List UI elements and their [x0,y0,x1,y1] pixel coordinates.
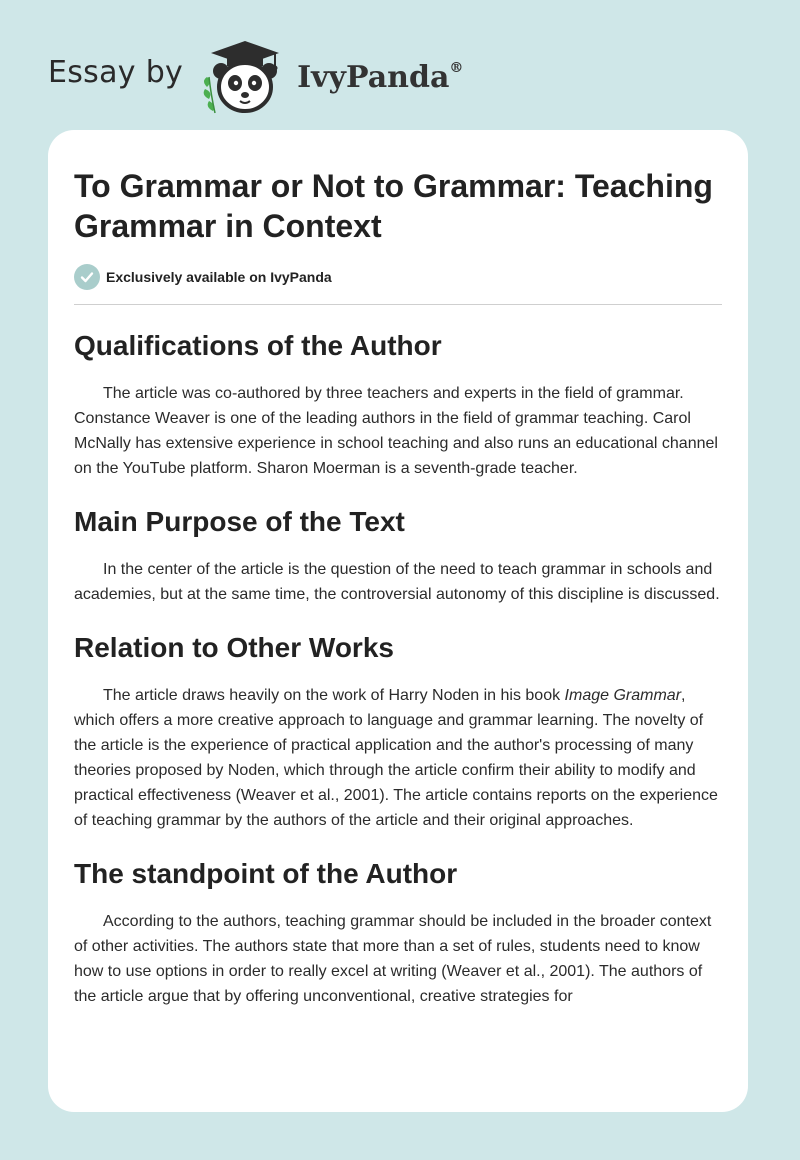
section-heading-relation: Relation to Other Works [74,632,394,663]
section-heading-qualifications: Qualifications of the Author [74,330,442,361]
brand-name[interactable] [297,60,463,95]
exclusive-label: Exclusively available on IvyPanda [106,269,332,285]
page-title: To Grammar or Not to Grammar: Teaching Grammar in Context [74,168,713,244]
section-heading-standpoint: The standpoint of the Author [74,858,458,889]
essay-card [48,130,748,1112]
paragraph-text: The article draws heavily on the work of Harry Noden in his book [103,687,565,704]
registered-mark: ® [449,59,464,76]
divider [74,304,722,305]
section-heading-purpose: Main Purpose of the Text [74,506,405,537]
book-title: Image Grammar [564,687,682,704]
site-header [48,36,508,116]
section-paragraph-purpose: In the center of the article is the question of the need to teach grammar in schools and academies, but at the same time, the controversial autonomy of this discipline is discussed. [74,561,720,603]
section-paragraph-qualifications: The article was co-authored by three teachers and experts in the field of grammar. Constance Weaver is one of the leading authors in the field of grammar teaching. Carol McNally has extensive experience in school teaching and also runs an educational channel on the YouTube platform. Sharon Moerman is a seventh-grade teacher. [74,385,718,477]
checkmark-icon [74,264,100,290]
essay-content [74,166,722,1009]
essay-by-label: Essay by [48,54,184,90]
brand-text: IvyPanda [297,59,450,95]
section-paragraph-standpoint: According to the authors, teaching grammar should be included in the broader context of other activities. The authors state that more than a set of rules, students need to know how to use options in order to really excel at writing (Weaver et al., 2001). The authors of the article argue that by offering unconventional, creative strategies for [74,913,712,1005]
exclusive-badge [74,264,722,290]
ivypanda-logo-icon[interactable] [197,37,293,115]
section-paragraph-relation [74,683,722,833]
paragraph-text: , which offers a more creative approach to language and grammar learning. The novelty of the article is the experience of practical application and the author's processing of many theories proposed by Noden, which through the article confirm their ability to modify and practical effectiveness (Weaver et al., 2001). The article contains reports on the experience of teaching grammar by the authors of the article and their original approaches. [74,687,718,829]
